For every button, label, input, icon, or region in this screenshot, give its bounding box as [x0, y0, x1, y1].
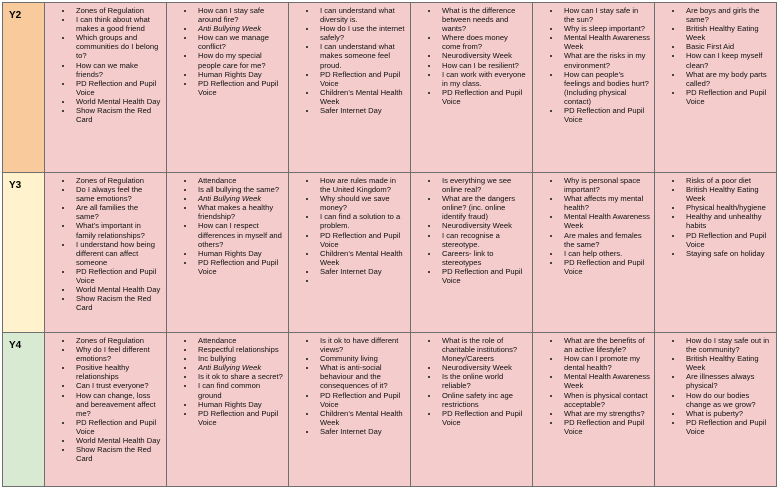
topic-list — [289, 176, 406, 285]
term-cell — [411, 173, 533, 333]
year-row-3 — [3, 333, 777, 487]
topic-item: • Physical health/hygiene — [683, 203, 772, 212]
term-cell — [411, 333, 533, 487]
topic-item: • World Mental Health Day — [73, 97, 162, 106]
topic-item: • I can find a solution to a problem. — [317, 212, 406, 230]
topic-item: • Are males and females the same? — [561, 231, 650, 249]
topic-item: • Children’s Mental Health Week — [317, 249, 406, 267]
topic-item: • Where does money come from? — [439, 33, 528, 51]
term-cell — [45, 333, 167, 487]
topic-list — [533, 176, 650, 276]
topic-item — [317, 276, 406, 285]
topic-item: • World Mental Health Day — [73, 436, 162, 445]
topic-item: • British Healthy Eating Week — [683, 354, 772, 372]
topic-item: • PD Reflection and Pupil Voice — [561, 106, 650, 124]
topic-item: • How can people’s feelings and bodies hurt? (Including physical contact) — [561, 70, 650, 106]
topic-item: • How can we make friends? — [73, 61, 162, 79]
topic-list — [45, 336, 162, 463]
term-cell — [533, 333, 655, 487]
term-cell — [655, 173, 777, 333]
topic-list — [411, 176, 528, 285]
topic-item: • What’s important in family relationships? — [73, 221, 162, 239]
topic-item: • PD Reflection and Pupil Voice — [683, 231, 772, 249]
topic-item: • Show Racism the Red Card — [73, 445, 162, 463]
topic-item: • British Healthy Eating Week — [683, 24, 772, 42]
topic-item: • How can I stay safe around fire? — [195, 6, 284, 24]
topic-item: • Is it ok to share a secret? — [195, 372, 284, 381]
year-row-1 — [3, 3, 777, 173]
topic-item: • Show Racism the Red Card — [73, 106, 162, 124]
topic-item: • Anti Bullying Week — [195, 363, 284, 372]
topic-item: • I can recognise a stereotype. — [439, 231, 528, 249]
topic-item: • What are the dangers online? (inc. online identify fraud) — [439, 194, 528, 221]
topic-item: • World Mental Health Day — [73, 285, 162, 294]
topic-item: • Community living — [317, 354, 406, 363]
topic-item: • Can I trust everyone? — [73, 381, 162, 390]
topic-list — [167, 336, 284, 427]
topic-item: • How can I stay safe in the sun? — [561, 6, 650, 24]
topic-item: • Respectful relationships — [195, 345, 284, 354]
topic-item: • PD Reflection and Pupil Voice — [317, 231, 406, 249]
topic-item: • Anti Bullying Week — [195, 194, 284, 203]
topic-item: • Attendance — [195, 336, 284, 345]
term-cell — [167, 173, 289, 333]
topic-item: • PD Reflection and Pupil Voice — [317, 391, 406, 409]
topic-item: • Neurodiversity Week — [439, 363, 528, 372]
topic-item: • When is physical contact acceptable? — [561, 391, 650, 409]
topic-item: • Children’s Mental Health Week — [317, 409, 406, 427]
topic-list — [533, 6, 650, 124]
topic-item: • How are rules made in the United Kingdom? — [317, 176, 406, 194]
topic-item: • Zones of Regulation — [73, 176, 162, 185]
topic-item: • Is all bullying the same? — [195, 185, 284, 194]
topic-item: • Healthy and unhealthy habits — [683, 212, 772, 230]
topic-item: • PD Reflection and Pupil Voice — [439, 409, 528, 427]
topic-item: • Positive healthy relationships — [73, 363, 162, 381]
topic-item: • Mental Health Awareness Week — [561, 372, 650, 390]
topic-item: • Why do I feel different emotions? — [73, 345, 162, 363]
topic-item: • PD Reflection and Pupil Voice — [439, 267, 528, 285]
topic-item: • What are the benefits of an active lifestyle? — [561, 336, 650, 354]
topic-item: • Safer Internet Day — [317, 427, 406, 436]
topic-item: • PD Reflection and Pupil Voice — [73, 79, 162, 97]
topic-item: • Mental Health Awareness Week — [561, 33, 650, 51]
topic-item: • PD Reflection and Pupil Voice — [439, 88, 528, 106]
topic-item: • I can understand what makes someone feel proud. — [317, 42, 406, 69]
topic-item: • How can I promote my dental health? — [561, 354, 650, 372]
term-cell — [533, 173, 655, 333]
topic-item: • Neurodiversity Week — [439, 51, 528, 60]
topic-item: • What is the role of charitable institutions? Money/Careers — [439, 336, 528, 363]
topic-item: • PD Reflection and Pupil Voice — [73, 267, 162, 285]
topic-item: • Zones of Regulation — [73, 336, 162, 345]
topic-item: • I can find common ground — [195, 381, 284, 399]
topic-item: • How can I respect differences in myself and others? — [195, 221, 284, 248]
topic-item: • Why is sleep important? — [561, 24, 650, 33]
topic-item: • Do I always feel the same emotions? — [73, 185, 162, 203]
topic-item: • How can I keep myself clean? — [683, 51, 772, 69]
topic-item: • How do my special people care for me? — [195, 51, 284, 69]
topic-list — [289, 6, 406, 115]
topic-item: • How do I use the internet safely? — [317, 24, 406, 42]
topic-item: • Human Rights Day — [195, 400, 284, 409]
topic-item: • PD Reflection and Pupil Voice — [195, 79, 284, 97]
topic-item: • How can I be resilient? — [439, 61, 528, 70]
topic-item: • Safer Internet Day — [317, 267, 406, 276]
topic-item: • Are all families the same? — [73, 203, 162, 221]
topic-list — [655, 6, 772, 106]
topic-item: • Is it ok to have different views? — [317, 336, 406, 354]
topic-list — [45, 176, 162, 312]
topic-item: • PD Reflection and Pupil Voice — [683, 418, 772, 436]
term-cell — [289, 3, 411, 173]
topic-item: • Staying safe on holiday — [683, 249, 772, 258]
year-label: Y4 — [3, 333, 45, 487]
topic-item: • Human Rights Day — [195, 249, 284, 258]
topic-item: • Zones of Regulation — [73, 6, 162, 15]
topic-item: • What are my body parts called? — [683, 70, 772, 88]
topic-item: • Careers- link to stereotypes — [439, 249, 528, 267]
term-cell — [289, 173, 411, 333]
topic-item: • Is everything we see online real? — [439, 176, 528, 194]
topic-item: • I can think about what makes a good friend — [73, 15, 162, 33]
topic-item: • Inc bullying — [195, 354, 284, 363]
term-cell — [45, 3, 167, 173]
topic-list — [167, 176, 284, 276]
topic-item: • I can understand what diversity is. — [317, 6, 406, 24]
topic-item: • Children’s Mental Health Week — [317, 88, 406, 106]
topic-item: • Is the online world reliable? — [439, 372, 528, 390]
topic-item: • I understand how being different can affect someone — [73, 240, 162, 267]
topic-list — [533, 336, 650, 436]
topic-item: • British Healthy Eating Week — [683, 185, 772, 203]
topic-item: • Risks of a poor diet — [683, 176, 772, 185]
topic-item: • Mental Health Awareness Week — [561, 212, 650, 230]
topic-list — [655, 176, 772, 258]
year-label: Y3 — [3, 173, 45, 333]
topic-item: • PD Reflection and Pupil Voice — [317, 70, 406, 88]
year-row-2 — [3, 173, 777, 333]
topic-list — [167, 6, 284, 97]
year-label: Y2 — [3, 3, 45, 173]
topic-item: • Why is personal space important? — [561, 176, 650, 194]
topic-item: • PD Reflection and Pupil Voice — [561, 258, 650, 276]
topic-item: • Safer Internet Day — [317, 106, 406, 115]
term-cell — [167, 3, 289, 173]
topic-list — [289, 336, 406, 436]
topic-item: • I can help others. — [561, 249, 650, 258]
topic-item: • How can change, loss and bereavement affect me? — [73, 391, 162, 418]
topic-item: • How do our bodies change as we grow? — [683, 391, 772, 409]
topic-item: • Which groups and communities do I belong to? — [73, 33, 162, 60]
topic-item: • Are boys and girls the same? — [683, 6, 772, 24]
topic-item: • How can we manage conflict? — [195, 33, 284, 51]
topic-item: • What makes a healthy friendship? — [195, 203, 284, 221]
topic-item: • What is anti-social behaviour and the consequences of it? — [317, 363, 406, 390]
curriculum-table — [2, 2, 777, 487]
topic-item: • I can work with everyone in my class. — [439, 70, 528, 88]
topic-item: • Are illnesses always physical? — [683, 372, 772, 390]
topic-item: • PD Reflection and Pupil Voice — [195, 409, 284, 427]
term-cell — [411, 3, 533, 173]
term-cell — [655, 3, 777, 173]
topic-item: • Why should we save money? — [317, 194, 406, 212]
topic-item: • Attendance — [195, 176, 284, 185]
term-cell — [289, 333, 411, 487]
topic-item: • What are my strengths? — [561, 409, 650, 418]
term-cell — [655, 333, 777, 487]
topic-item: • What is the difference between needs and wants? — [439, 6, 528, 33]
topic-list — [411, 336, 528, 427]
term-cell — [167, 333, 289, 487]
topic-item: • Online safety inc age restrictions — [439, 391, 528, 409]
topic-list — [45, 6, 162, 124]
topic-item: • PD Reflection and Pupil Voice — [73, 418, 162, 436]
topic-item: • PD Reflection and Pupil Voice — [195, 258, 284, 276]
topic-item: • What is puberty? — [683, 409, 772, 418]
topic-item: • What are the risks in my environment? — [561, 51, 650, 69]
term-cell — [45, 173, 167, 333]
topic-item: • Human Rights Day — [195, 70, 284, 79]
topic-list — [655, 336, 772, 436]
topic-item: • What affects my mental health? — [561, 194, 650, 212]
term-cell — [533, 3, 655, 173]
topic-item: • PD Reflection and Pupil Voice — [683, 88, 772, 106]
topic-item: • Neurodiversity Week — [439, 221, 528, 230]
topic-item: • Anti Bullying Week — [195, 24, 284, 33]
topic-item: • Basic First Aid — [683, 42, 772, 51]
curriculum-table-body — [3, 3, 777, 487]
topic-item: • PD Reflection and Pupil Voice — [561, 418, 650, 436]
topic-list — [411, 6, 528, 106]
topic-item: • Show Racism the Red Card — [73, 294, 162, 312]
topic-item: • How do I stay safe out in the community? — [683, 336, 772, 354]
